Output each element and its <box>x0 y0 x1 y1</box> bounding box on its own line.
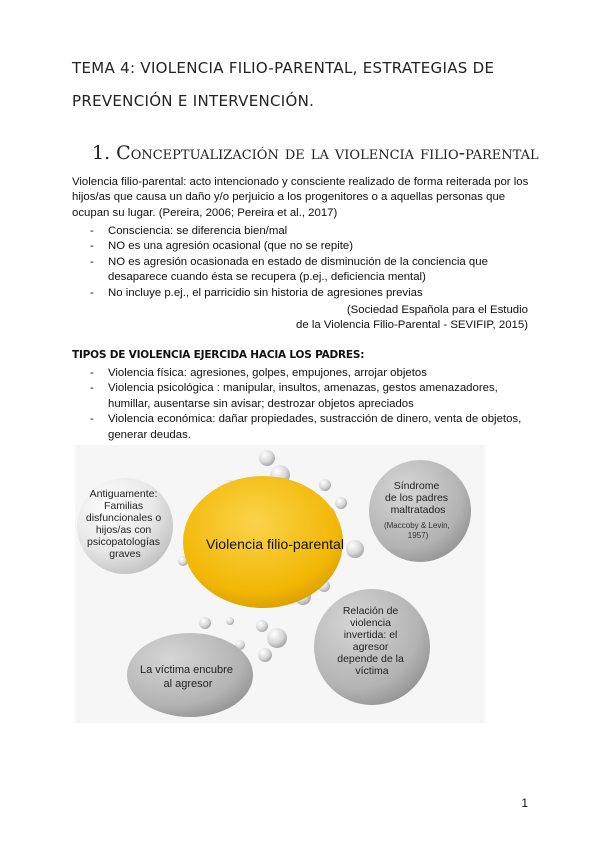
label-victim-covers: La víctima encubre al agresor <box>140 664 233 690</box>
citation-line: de la Violencia Filio-Parental - SEVIFIP, 2015) <box>296 319 528 332</box>
document-title: TEMA 4: VIOLENCIA FILIO-PARENTAL, ESTRATEGIAS DE PREVENCIÓN E INTERVENCIÓN. <box>72 59 495 110</box>
list-item: - Violencia física: agresiones, golpes, empujones, arrojar objetos <box>72 366 542 381</box>
list-item: - NO es una agresión ocasional (que no se repite) <box>72 239 542 254</box>
types-heading: TIPOS DE VIOLENCIA EJERCIDA HACIA LOS PADRES: <box>72 349 365 361</box>
page-number: 1 <box>521 796 528 810</box>
label-syndrome-citation: (Maccoby & Levin, 1957) <box>383 521 450 540</box>
center-label: Violencia filio-parental <box>206 536 344 552</box>
definition-paragraph: Violencia filio-parental: acto intencionado y consciente realizado de forma reiterada por los hijos/as que causa un daño y/o perjuicio a los progenitores o a aquellas personas que ocupan su lugar. (Pereira, 2006; Pereira et al., 2017) <box>72 176 529 219</box>
concept-diagram <box>75 445 485 723</box>
label-parent-abuse-syndrome: Síndrome de los padres maltratados <box>385 480 449 516</box>
citation <box>296 303 528 334</box>
list-item: - Violencia psicológica : manipular, insultos, amenazas, gestos amenazadores, humillar, ausentarse sin avisar; destrozar objetos apreciados <box>72 381 542 412</box>
definition-points-list <box>72 224 542 301</box>
list-item: - Violencia económica: dañar propiedades, sustracción de dinero, venta de objetos, generar deudas. <box>72 412 542 443</box>
violence-types-list <box>72 366 542 443</box>
label-historical-view: Antiguamente: Familias disfuncionales o hijos/as con psicopatologías graves <box>85 488 162 560</box>
list-item: - Consciencia: se diferencia bien/mal <box>72 224 542 239</box>
section-heading: 1. Conceptualización de la violencia filio-parental <box>92 142 539 164</box>
citation-line: (Sociedad Española para el Estudio <box>346 304 528 316</box>
label-inverted-relationship: Relación de violencia invertida: el agresor depende de la víctima <box>337 605 404 677</box>
list-item: - NO es agresión ocasionada en estado de disminución de la conciencia que desaparece cuando ésta se recupera (p.ej., deficiencia mental) <box>72 255 542 286</box>
list-item: - No incluye p.ej., el parricidio sin historia de agresiones previas <box>72 286 542 301</box>
